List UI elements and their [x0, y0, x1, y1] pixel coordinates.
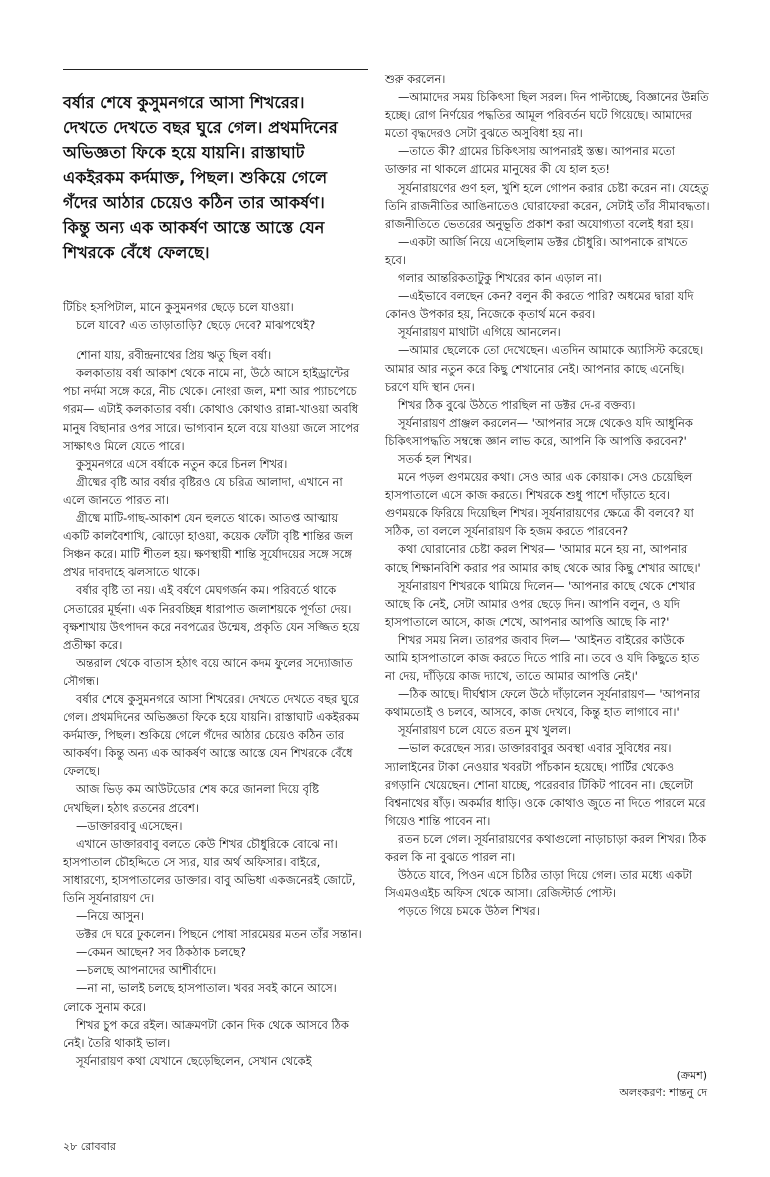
- end-credits: [619, 1067, 707, 1101]
- pull-quote-line: দেখতে দেখতে বছর ঘুরে গেল। প্রথমদিনের: [63, 118, 338, 137]
- top-rule: [63, 69, 368, 70]
- paragraph: —ঠিক আছে। দীর্ঘশ্বাস ফেলে উঠে দাঁড়ালেন সূর্যনারায়ণ— 'আপনার কথামতোই ও চলবে, আসবে, কাজ দেখবে, কিন্তু হাত লাগাবে না।': [385, 687, 700, 720]
- paragraph: —না না, ভালই চলছে হাসপাতাল। খবর সবই কানে আসে। লোকে সুনাম করে।: [63, 981, 337, 1014]
- pull-quote-line: গঁদের আঠার চেয়েও কঠিন তার আকর্ষণ।: [63, 193, 325, 212]
- paragraph: সূর্যনারায়ণ শিখরকে থামিয়ে দিলেন— 'আপনার কাছে থেকে শেখার আছে কি নেই, সেটা আমার ওপর ছেড়ে দিন। আপনি বলুন, ও যদি হাসপাতালে আসে, কাজ শেখে, আপনার আপত্তি আছে কি না?': [385, 578, 696, 629]
- paragraph: বর্ষার শেষে কুসুমনগরে আসা শিখরের। দেখতে দেখতে বছর ঘুরে গেল। প্রথমদিনের অভিজ্ঞতা ফিকে হয়ে যায়নি। রাস্তাঘাট একইরকম কর্দমাক্ত, পিছল। শুকিয়ে গেলে গঁদের আঠার চেয়েও কঠিন তার আকর্ষণ। কিন্তু অন্য এক আকর্ষণ আস্তে আস্তে যেন শিখরকে বেঁধে ফেলছে।: [63, 691, 360, 779]
- paragraph: রতন চলে গেল। সূর্যনারায়ণের কথাগুলো নাড়াচাড়া করল শিখর। ঠিক করল কি না বুঝতে পারল না।: [385, 831, 707, 865]
- paragraph: —একটা আর্জি নিয়ে এসেছিলাম ডক্টর চৌধুরি। আপনাকে রাখতে হবে।: [385, 234, 688, 267]
- paragraph: আজ ভিড় কম আউটডোর শেষ করে জানলা দিয়ে বৃষ্টি দেখছিল। হঠাৎ রতনের প্রবেশ।: [63, 782, 320, 815]
- pull-quote: [63, 90, 373, 265]
- paragraph: এখানে ডাক্তারবাবু বলতে কেউ শিখর চৌধুরিকে বোঝে না। হাসপাতাল চৌহদ্দিতে সে স্যর, যার অর্থ অফিসার। বাইরে, সাধারণ্যে, হাসপাতালের ডাক্তার। বাবু অভিধা একজনেরই জোটে, তিনি সূর্যনারায়ণ দে।: [63, 836, 356, 905]
- paragraph: পড়তে গিয়ে চমকে উঠল শিখর।: [398, 904, 540, 919]
- illustration-credit: অলংকরণ: শান্তনু দে: [619, 1086, 707, 1099]
- pull-quote-line: একইরকম কর্দমাক্ত, পিছল। শুকিয়ে গেলে: [63, 168, 328, 187]
- paragraph: গলার আন্তরিকতাটুকু শিখরের কান এড়াল না।: [398, 271, 602, 286]
- paragraph: —তাতে কী? গ্রামের চিকিৎসায় আপনারই স্তম্ভ। আপনার মতো ডাক্তার না থাকলে গ্রামের মানুষের কী যে হাল হত!: [385, 144, 675, 177]
- paragraph: কুসুমনগরে এসে বর্ষাকে নতুন করে চিনল শিখর।: [76, 456, 288, 471]
- paragraph: —ডাক্তারবাবু এসেছেন।: [76, 818, 183, 833]
- paragraph: —চলছে আপনাদের আশীর্বাদে।: [76, 963, 217, 978]
- paragraph: —নিয়ে আসুন।: [76, 909, 145, 924]
- paragraph: —আমাদের সময় চিকিৎসা ছিল সরল। দিন পাল্টাচ্ছে, বিজ্ঞানের উন্নতি হচ্ছে। রোগ নির্ণয়ের পদ্ধতির আমূল পরিবর্তন ঘটে গিয়েছে। আমাদের মতো বৃদ্ধদেরও সেটা বুঝতে অসুবিধা হয় না।: [385, 90, 709, 141]
- paragraph: টিচিং হসপিটাল, মানে কুসুমনগর ছেড়ে চলে যাওয়া।: [63, 300, 294, 314]
- paragraph: সূর্যনারায়ণ মাথাটা এগিয়ে আনলেন।: [398, 325, 561, 340]
- paragraph: —কেমন আছেন? সব ঠিকঠাক চলছে?: [76, 945, 246, 960]
- pull-quote-line: শিখরকে বেঁধে ফেলছে।: [63, 243, 210, 262]
- paragraph: কথা ঘোরানোর চেষ্টা করল শিখর— 'আমার মনে হয় না, আপনার কাছে শিক্ষানবিশি করার পর আমার কাছ থেকে আর কিছু শেখার আছে।': [385, 542, 701, 575]
- paragraph: শিখর চুপ করে রইল। আক্রমণটা কোন দিক থেকে আসবে ঠিক নেই। তৈরি থাকাই ভাল।: [63, 1017, 349, 1050]
- paragraph: সতর্ক হল শিখর।: [398, 451, 472, 466]
- paragraph: সূর্যনারায়ণ প্রাঞ্জল করলেন— 'আপনার সঙ্গে থেকেও যদি আধুনিক চিকিৎসাপদ্ধতি সম্বন্ধে জ্ঞান লাভ করে, আপনি কি আপত্তি করবেন?': [385, 415, 693, 448]
- paragraph: —এইভাবে বলছেন কেন? বলুন কী করতে পারি? অধমের দ্বারা যদি কোনও উপকার হয়, নিজেকে কৃতার্থ মনে করব।: [385, 289, 694, 322]
- paragraph: —আমার ছেলেকে তো দেখেছেন। এতদিন আমাকে অ্যাসিস্ট করেছে। আমার আর নতুন করে কিছু শেখানোর নেই। আপনার কাছে এনেছি। চরণে যদি স্থান দেন।: [385, 343, 704, 394]
- paragraph: সূর্যনারায়ণ চলে যেতে রতন মুখ খুলল।: [398, 723, 571, 738]
- paragraph: সূর্যনারায়ণের গুণ হল, খুশি হলে গোপন করার চেষ্টা করেন না। যেহেতু তিনি রাজনীতির আঙিনাতেও ঘোরাফেরা করেন, সেটাই তাঁর সীমাবদ্ধতা। রাজনীতিতে ভেতরের অনুভূতি প্রকাশ করা অযোগ্যতা বলেই ধরা হয়।: [385, 180, 710, 231]
- page-folio: ২৮ রোববার: [63, 1140, 116, 1153]
- paragraph: শোনা যায়, রবীন্দ্রনাথের প্রিয় ঋতু ছিল বর্ষা।: [76, 348, 272, 363]
- pull-quote-line: বর্ষার শেষে কুসুমনগরে আসা শিখরের।: [63, 93, 305, 112]
- pull-quote-line: অভিজ্ঞতা ফিকে হয়ে যায়নি। রাস্তাঘাট: [63, 143, 305, 162]
- paragraph: গ্রীষ্মে মাটি-গাছ-আকাশ যেন হুলতে থাকে। আতপ্ত আত্মায় একটি কালবৈশাখি, ঝোড়ো হাওয়া, কয়েক ফোঁটা বৃষ্টি শান্তির জল সিঞ্চন করে। মাটি শীতল হয়। ক্ষণস্থায়ী শান্তি সূর্যোদয়ের সঙ্গে সঙ্গে প্রখর দাবদাহে ঝলসাতে থাকে।: [63, 511, 353, 580]
- paragraph: শিখর ঠিক বুঝে উঠতে পারছিল না ডক্টর দে-র বক্তব্য।: [398, 397, 636, 412]
- paragraph: —ভাল করেছেন স্যর। ডাক্তারবাবুর অবস্থা এবার সুবিধের নয়। স্যালাইনের টাকা নেওয়ার খবরটা পাঁচকান হয়েছে। পার্টির থেকেও রগড়ানি খেয়েছেন। শোনা যাচ্ছে, পরেরবার টিকিট পাবেন না। ছেলেটা বিশ্বনাথের ষাঁড়। অকর্মার ধাড়ি। ওকে কোথাও জুতে না দিতে পারলে মরে গিয়েও শান্তি পাবেন না।: [385, 741, 706, 828]
- paragraph: বর্ষার বৃষ্টি তা নয়। এই বর্ষণে মেঘগর্জন কম। পরিবর্তে থাকে সেতারের মূর্ছনা। এক নিরবচ্ছিন্ন ধারাপাত জলাশয়কে পূর্ণতা দেয়। বৃক্ষশাখায় উৎপাদন করে নবপত্রের উন্মেষ, প্রকৃতি যেন সজ্জিত হয়ে প্রতীক্ষা করে।: [63, 583, 360, 652]
- paragraph: চলে যাবে? এত তাড়াতাড়ি? ছেড়ে দেবে? মাঝপথেই?: [76, 318, 316, 333]
- paragraph: মনে পড়ল গুণময়ের কথা। সেও আর এক কোয়াক। সেও চেয়েছিল হাসপাতালে এসে কাজ করতে। শিখরকে শুধু পাশে দাঁড়াতে হবে। গুণময়কে ফিরিয়ে দিয়েছিল শিখর। সূর্যনারায়ণের ক্ষেত্রে কী বলবে? যা সঠিক, তা বললে সূর্যনারায়ণ কি হজম করতে পারবেন?: [385, 470, 694, 539]
- right-column: [385, 70, 710, 920]
- paragraph: গ্রীষ্মের বৃষ্টি আর বর্ষার বৃষ্টিরও যে চরিত্র আলাদা, এখানে না এলে জানতে পারত না।: [63, 474, 343, 507]
- left-column: [63, 298, 363, 1070]
- paragraph: সূর্যনারায়ণ কথা যেখানে ছেড়েছিলেন, সেখান থেকেই: [76, 1053, 312, 1068]
- to-be-continued: (ক্রমশ): [676, 1069, 707, 1082]
- paragraph: কলকাতায় বর্ষা আকাশ থেকে নামে না, উঠে আসে হাইড্রান্টের পচা নর্দমা সঙ্গে করে, নীচ থেকে। নোংরা জল, মশা আর প্যাচপেচে গরম— এটাই কলকাতার বর্ষা। কোথাও কোথাও রান্না-খাওয়া অবধি মানুষ বিছানার ওপর সারে। ভাগ্যবান হলে বয়ে যাওয়া জলে সাপের সাক্ষাৎও মিলে যেতে পারে।: [63, 366, 360, 453]
- paragraph: শুরু করলেন।: [385, 72, 446, 86]
- paragraph: উঠতে যাবে, পিওন এসে চিঠির তাড়া দিয়ে গেল। তার মধ্যে একটা সিএমওএইচ অফিস থেকে আসা। রেজিস্টার্ড পোস্ট।: [385, 868, 692, 901]
- paragraph: শিখর সময় নিল। তারপর জবাব দিল— 'আইনত বাইরের কাউকে আমি হাসপাতালে কাজ করতে দিতে পারি না। তবে ও যদি কিছুতে হাত না দেয়, দাঁড়িয়ে কাজ দ্যাখে, তাতে আমার আপত্তি নেই।': [385, 632, 700, 684]
- paragraph: অন্তরাল থেকে বাতাস হঠাৎ বয়ে আনে কদম ফুলের সদ্যোজাত সৌগন্ধ।: [63, 655, 353, 688]
- pull-quote-line: কিন্তু অন্য এক আকর্ষণ আস্তে আস্তে যেন: [63, 218, 325, 237]
- paragraph: ডক্টর দে ঘরে ঢুকলেন। পিছনে পোষা সারমেয়র মতন তাঁর সন্তান।: [76, 927, 362, 942]
